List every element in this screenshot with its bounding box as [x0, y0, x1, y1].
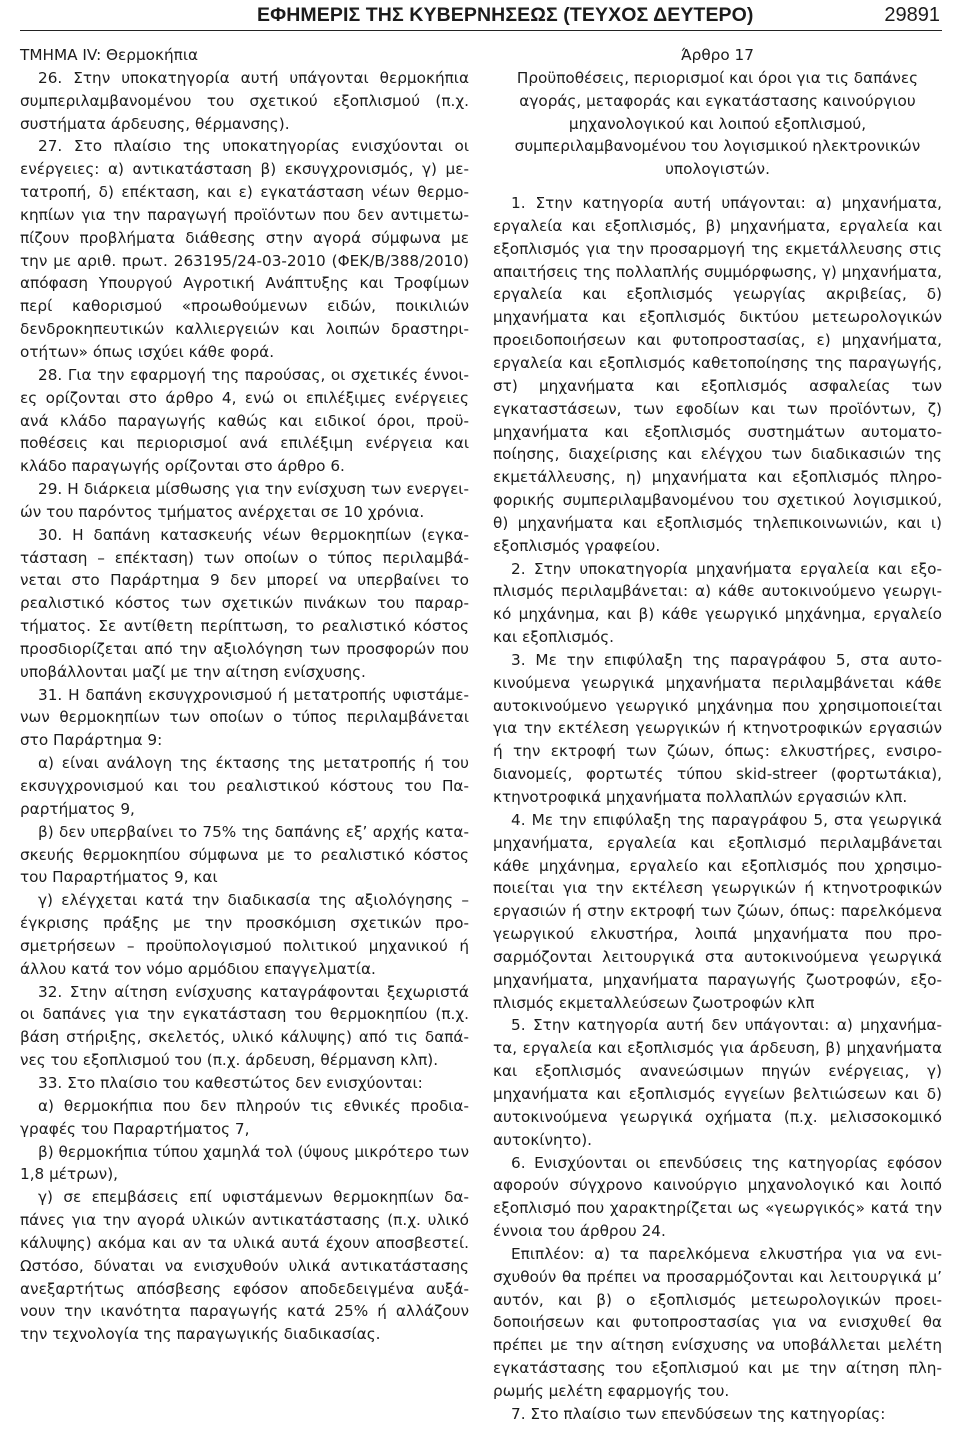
paragraph-5: 5. Στην κατηγορία αυτή δεν υπάγονται: α) μηχανήματα, εργαλεία και εξοπλισμός για άρδευση, β) μηχανήματα και εξοπλισμός ανανεώσιμων πηγών ενέργειας, γ) μηχανήματα και εξοπλισμός εγγείων βελτιώσεων και δ) αυτοκινούμενα γεωργικά οχήματα (π.χ. μελισσοκομικό αυτοκίνητο). — [493, 1016, 942, 1149]
paragraph-31b: β) δεν υπερβαίνει το 75% της δαπάνης εξ’ αρχής κατασκευής θερμοκηπίου σύμφωνα με το ρεαλιστικό κόστος του Παραρτήματος 9, και — [20, 822, 469, 887]
paragraph-33: 33. Στο πλαίσιο του καθεστώτος δεν ενισχύονται: — [38, 1073, 423, 1092]
paragraph-30: 30. Η δαπάνη κατασκευής νέων θερμοκηπίων (εγκατάσταση – επέκταση) των οποίων ο τύπος περιλαμβάνεται στο Παράρτημα 9 δεν μπορεί να υπερβαίνει το ρεαλιστικό κόστος των σχετικών πινάκων του παραρτήματος. Σε αντίθετη περίπτωση, το ρεαλιστικό κόστος προσδιορίζεται από την αξιολόγηση των προσφορών που υποβάλλονται μαζί με την αίτηση ενίσχυσης. — [20, 525, 469, 681]
paragraph-29: 29. Η διάρκεια μίσθωσης για την ενίσχυση των ενεργειών του παρόντος τμήματος ανέρχεται σε 10 χρόνια. — [20, 480, 469, 521]
section-title: ΤΜΗΜΑ IV: Θερμοκήπια — [20, 46, 199, 64]
paragraph-4: 4. Με την επιφύλαξη της παραγράφου 5, στα γεωργικά μηχανήματα, εργαλεία και εξοπλισμό περιλαμβάνεται κάθε μηχάνημα, εργαλείο και εξοπλισμός που χρησιμοποιείται για την εκτέλεση γεωργικών ή κτηνοτροφικών εργασιών ή στην εκτροφή των ζώων, όπως: παρελκόμενα γεωργικού ελκυστήρα, λοιπά μηχανήματα που προσαρμόζονται λειτουργικά στα αυτοκινούμενα γεωργικά μηχανήματα, μηχανήματα παραγωγής ζωοτροφών, εξοπλισμός εκμεταλλεύσεων ζωοτροφών κλπ — [493, 810, 942, 1012]
paragraph-33c: γ) σε επεμβάσεις επί υφιστάμενων θερμοκηπίων δαπάνες για την αγορά υλικών αντικατάστασης (π.χ. υλικό κάλυψης) ακόμα και αν τα υλικά αυτά έχουν αποσβεστεί. Ωστόσο, δύναται να ενισχυθούν υλικά αντικατάστασης ανεξαρτήτως απόσβεσης εφόσον αποδεδειγμένα αυξάνουν την ικανότητα παραγωγής κατά 25% ή αλλάζουν την τεχνολογία της παραγωγικής διαδικασίας. — [20, 1188, 469, 1344]
paragraph-31c: γ) ελέγχεται κατά την διαδικασία της αξιολόγησης – έγκρισης πράξης με την προσκόμιση σχετικών προσμετρήσεων – προϋπολογισμού πολιτικού μηχανικού ή άλλου κατά τον νόμο αρμόδιου επαγγελματία. — [20, 891, 469, 978]
running-header — [20, 0, 942, 31]
paragraph-32: 32. Στην αίτηση ενίσχυσης καταγράφονται ξεχωριστά οι δαπάνες για την εγκατάσταση του θερμοκηπίου (π.χ. βάση στήριξης, σκελετός, υλικό κάλυψης) από τις δαπάνες του εξοπλισμού του (π.χ. άρδευση, θέρμανση κλπ). — [20, 982, 469, 1070]
paragraph-1: 1. Στην κατηγορία αυτή υπάγονται: α) μηχανήματα, εργαλεία και εξοπλισμός, β) μηχανήματα, εργαλεία και εξοπλισμός για την προσαρμογή της εκμετάλλευσης στις απαιτήσεις της πολλαπλής συμμόρφωσης, γ) μηχανήματα, εργαλεία και εξοπλισμός γεωργίας ακριβείας, δ) μηχανήματα και εξοπλισμός δικτύου μετεωρολογικών προειδοποιήσεων και φυτοπροστασίας, ε) μηχανήματα, εργαλεία και εξοπλισμός καθετοποίησης της παραγωγής, στ) μηχανήματα και εξοπλισμός ασφαλείας των εγκαταστάσεων, των εφοδίων και των προϊόντων, ζ) μηχανήματα και εξοπλισμός συστημάτων αυτοματοποίησης, διαχείρισης και ελέγχου των διαδικασιών της εκμετάλλευσης, η) μηχανήματα και εξοπλισμός πληροφορικής συμπεριλαμβανομένου του σχετικού λογισμικού, θ) μηχανήματα και εξοπλισμός τηλεπικοινωνιών, και ι) εξοπλισμός γραφείου. — [493, 194, 942, 555]
article-spacer — [493, 181, 942, 192]
paragraph-3: 3. Με την επιφύλαξη της παραγράφου 5, στα αυτοκινούμενα γεωργικά μηχανήματα περιλαμβάνεται κάθε αυτοκινούμενο γεωργικό μηχάνημα που χρησιμοποιείται για την εκτέλεση γεωργικών ή κτηνοτροφικών εργασιών ή την εκτροφή των ζώων, όπως: ελκυστήρες, ενσιροδιανομείς, φορτωτές τύπου skid-streer (φορτωτάκια), κτηνοτροφικά μηχανήματα πολλαπλών εργασιών κλπ. — [493, 650, 942, 806]
paragraph-31a: α) είναι ανάλογη της έκτασης της μετατροπής ή του εκσυγχρονισμού και του ρεαλιστικού κόστους του Παραρτήματος 9, — [20, 754, 469, 818]
paragraph-33a: α) θερμοκήπια που δεν πληρούν τις εθνικές προδιαγραφές του Παραρτήματος 7, — [20, 1096, 469, 1138]
paragraph-2: 2. Στην υποκατηγορία μηχανήματα εργαλεία και εξοπλισμός περιλαμβάνεται: α) κάθε αυτοκινούμενο γεωργικό μηχάνημα, και β) κάθε γεωργικό μηχάνημα, εργαλείο και εξοπλισμός. — [493, 559, 942, 647]
left-column — [20, 44, 469, 1426]
paragraph-27: 27. Στο πλαίσιο της υποκατηγορίας ενισχύονται οι ενέργειες: α) αντικατάσταση β) εκσυγχρονισμός, γ) μετατροπή, δ) επέκταση, και ε) εγκατάσταση νέων θερμοκηπίων για την παραγωγή προϊόντων που δεν αντιμετωπίζουν προβλήματα διάθεσης στην αγορά σύμφωνα με την με αριθ. πρωτ. 263195/24-03-2010 (ΦΕΚ/Β/388/2010) απόφαση Υπουργού Αγροτική Ανάπτυξης και Τροφίμων περί καθορισμού «προωθούμενων ειδών, ποικιλιών δενδροκηπευτικών καλλιεργειών και λοιπών δραστηριοτήτων» όπως ισχύει κάθε φορά. — [20, 137, 469, 361]
paragraph-28: 28. Για την εφαρμογή της παρούσας, οι σχετικές έννοιες ορίζονται στο άρθρο 4, ενώ οι επιλέξιμες ενέργειες ανά κλάδο παραγωγής καθώς και ειδικοί όροι, προϋποθέσεις και περιορισμοί ανά επιλέξιμη ενέργεια και κλάδο παραγωγής ορίζονται στο άρθρο 6. — [20, 365, 469, 476]
page-number: 29891 — [884, 4, 940, 26]
running-title: ΕΦΗΜΕΡΙΣ ΤΗΣ ΚΥΒΕΡΝΗΣΕΩΣ (ΤΕΥΧΟΣ ΔΕΥΤΕΡΟ) — [257, 4, 754, 26]
paragraph-6: 6. Ενισχύονται οι επενδύσεις της κατηγορίας εφόσον αφορούν σύγχρονο καινούργιο μηχανολογικό και λοιπό εξοπλισμό που χαρακτηρίζεται ως «γεωργικός» κατά την έννοια του άρθρου 24. — [493, 1153, 942, 1241]
article-number: Άρθρο 17 — [681, 46, 754, 64]
text-columns — [20, 44, 942, 1426]
paragraph-33b: β) θερμοκήπια τύπου χαμηλά τολ (ύψους μικρότερο των 1,8 μέτρων), — [20, 1142, 469, 1184]
paragraph-7: 7. Στο πλαίσιο των επενδύσεων της κατηγορίας: — [511, 1404, 886, 1423]
right-column — [493, 44, 942, 1426]
paragraph-6-extra: Επιπλέον: α) τα παρελκόμενα ελκυστήρα για να ενισχυθούν θα πρέπει να προσαρμόζονται και λειτουργικά μ’ αυτόν, και β) ο εξοπλισμός μετεωρολογικών προειδοποιήσεων και φυτοπροστασίας για να ενισχυθεί θα πρέπει με την αίτηση ενίσχυσης να υποβάλλεται μελέτη εγκατάστασης του εξοπλισμού και με την αίτηση πληρωμής μελέτη εφαρμογής του. — [493, 1244, 942, 1400]
article-title: Προϋποθέσεις, περιορισμοί και όροι για τις δαπάνες αγοράς, μεταφοράς και εγκατάστασης καινούργιου μηχανολογικού και λοιπού εξοπλισμού, συμπεριλαμβανομένου του λογισμικού ηλεκτρονικών υπολογιστών. — [514, 68, 921, 179]
paragraph-26: 26. Στην υποκατηγορία αυτή υπάγονται θερμοκήπια συμπεριλαμβανομένου του σχετικού εξοπλισμού (π.χ. συστήματα άρδευσης, θέρμανσης). — [20, 68, 469, 133]
paragraph-31: 31. Η δαπάνη εκσυγχρονισμού ή μετατροπής υφιστάμενων θερμοκηπίων των οποίων ο τύπος περιλαμβάνεται στο Παράρτημα 9: — [20, 685, 469, 750]
